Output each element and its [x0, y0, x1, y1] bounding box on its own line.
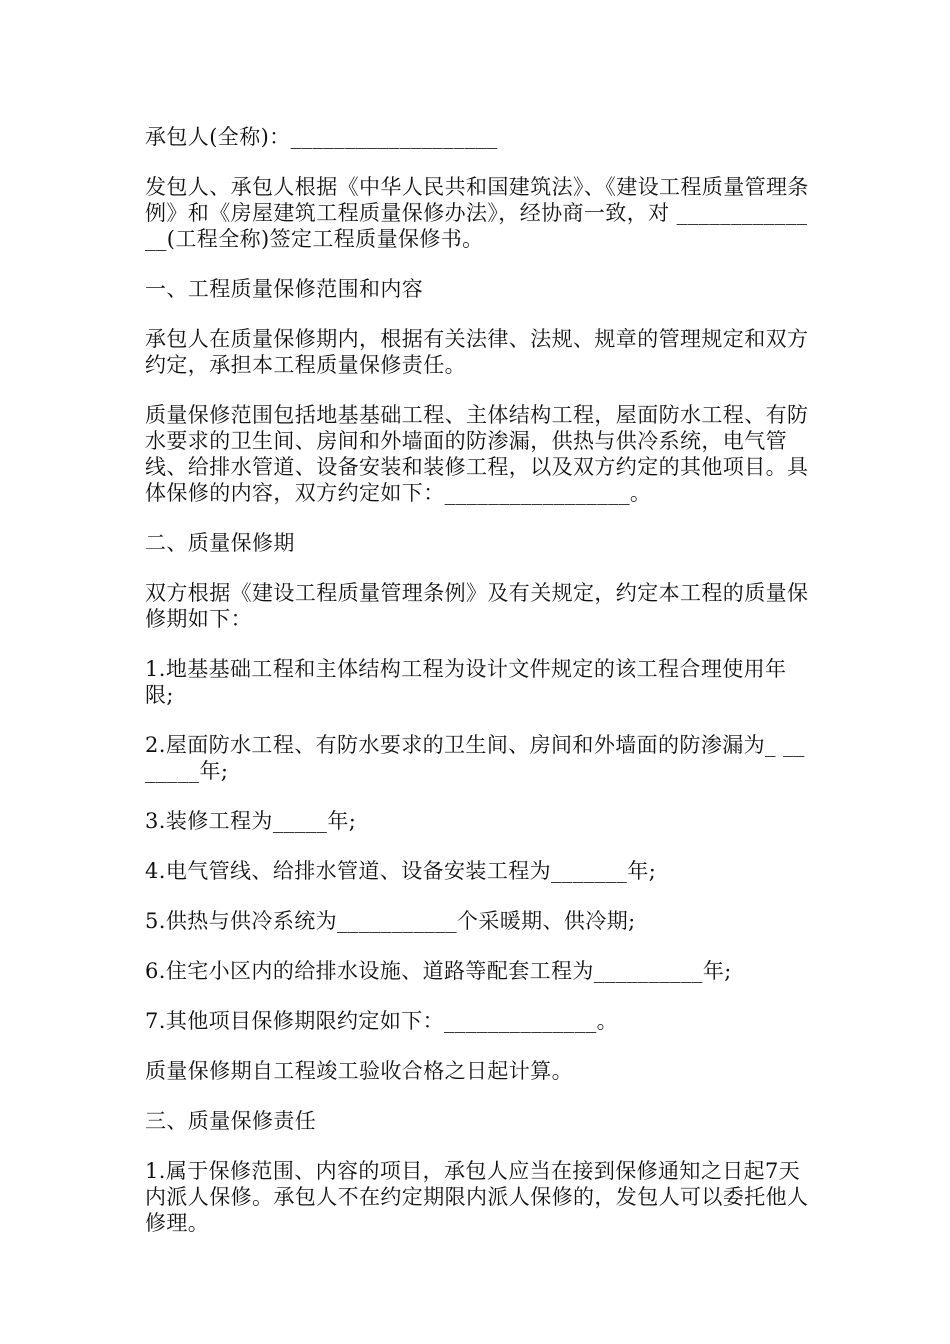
- preamble-paragraph: 发包人、承包人根据《中华人民共和国建筑法》、《建设工程质量管理条例》和《房屋建筑工程质量保修办法》，经协商一致，对 ______________(工程全称)签定工程质量保修书。: [145, 175, 809, 251]
- warranty-item-7: 7.其他项目保修期限约定如下：______________。: [145, 1009, 619, 1033]
- section-1-paragraph-2: 质量保修范围包括地基基础工程、主体结构工程，屋面防水工程、有防水要求的卫生间、房间和外墙面的防渗漏，供热与供冷系统，电气管线、给排水管道、设备安装和装修工程，以及双方约定的其他项目。具体保修的内容，双方约定如下：_________________。: [145, 403, 809, 505]
- section-2-intro: 双方根据《建设工程质量管理条例》及有关规定，约定本工程的质量保修期如下：: [145, 581, 809, 631]
- section-3-heading: 三、质量保修责任: [145, 1109, 317, 1133]
- section-1-paragraph-1: 承包人在质量保修期内，根据有关法律、法规、规章的管理规定和双方约定，承担本工程质量保修责任。: [145, 327, 809, 377]
- contractor-name-line: 承包人(全称)：___________________: [145, 125, 498, 149]
- warranty-item-5: 5.供热与供冷系统为___________个采暖期、供冷期;: [145, 909, 636, 933]
- document-page: [145, 124, 810, 1260]
- warranty-item-4: 4.电气管线、给排水管道、设备安装工程为_______年;: [145, 859, 657, 883]
- warranty-start-note: 质量保修期自工程竣工验收合格之日起计算。: [145, 1059, 573, 1083]
- warranty-item-1: 1.地基基础工程和主体结构工程为设计文件规定的该工程合理使用年限;: [145, 657, 787, 707]
- warranty-item-3: 3.装修工程为_____年;: [145, 809, 357, 833]
- responsibility-item-1: 1.属于保修范围、内容的项目，承包人应当在接到保修通知之日起7天内派人保修。承包人不在约定期限内派人保修的，发包人可以委托他人修理。: [145, 1159, 809, 1235]
- section-1-heading: 一、工程质量保修范围和内容: [145, 277, 424, 301]
- warranty-item-2: 2.屋面防水工程、有防水要求的卫生间、房间和外墙面的防渗漏为_ _______年;: [145, 733, 805, 783]
- warranty-item-6: 6.住宅小区内的给排水设施、道路等配套工程为__________年;: [145, 959, 732, 983]
- section-2-heading: 二、质量保修期: [145, 531, 295, 555]
